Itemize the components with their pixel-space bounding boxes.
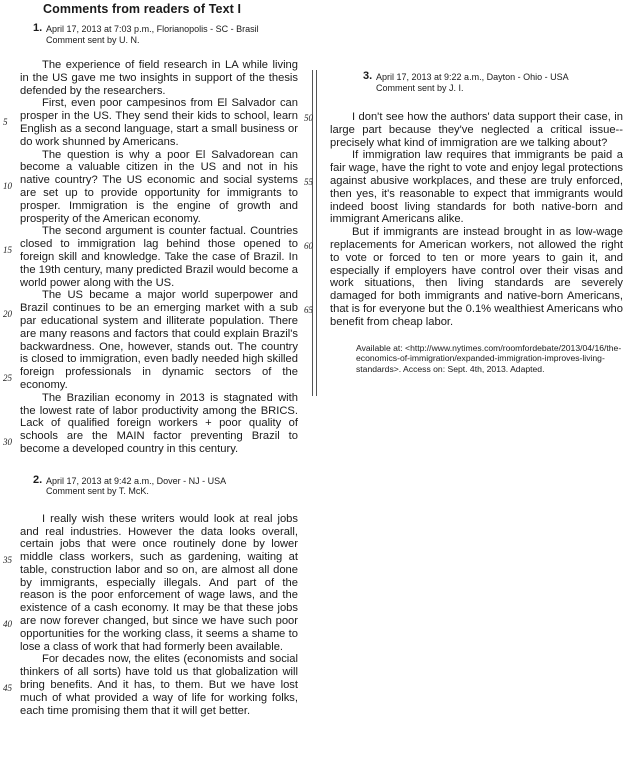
paragraph: I really wish these writers would look at real jobs and real industries. However the data looks overall, certain jobs that were once routinely done by lower middle class workers, such as gardening, waiting at table, construction labor and so on, are almost all done by immigrants, especially illegals. And part of the reason is the poor enforcement of wage laws, and the existence of a cash economy. It may be that these jobs are now forever changed, but since we have such poor opportunities for the working class, it seems a shame to lose a class of work that had formerly been available. xyxy=(20,512,298,653)
comment-number: 3. xyxy=(363,70,373,82)
comment-author: Comment sent by T. McK. xyxy=(46,486,149,497)
paragraph: The US became a major world superpower and Brazil continues to be an emerging market with a sub par educational system and illiterate population. There are many reasons and factors that could explain Brazil's backwardness. One, however, stands out. The country is closed to immigration, even badly needed high skilled foreign professionals in dynamic sectors of the economy. xyxy=(20,289,298,391)
paragraph: I don't see how the authors' data support their case, in large part because they've neglected a critical issue-- precisely what kind of immigration are we talking about? xyxy=(330,111,623,149)
line-number: 10 xyxy=(3,181,12,191)
comment-meta: April 17, 2013 at 9:42 a.m., Dover - NJ - USA xyxy=(46,475,227,486)
line-number: 45 xyxy=(3,682,12,693)
paragraph: The question is why a poor El Salvadorean can become a valuable citizen in the US and not in his native country? The US economic and social systems are set up to provide opportunity for immigrants to prosper. Immigration is the engine of growth and prosperity of the American economy. xyxy=(20,148,298,225)
paragraph: The Brazilian economy in 2013 is stagnated with the lowest rate of labor productivity among the BRICS. Lack of qualified foreign workers + poor quality of schools are the MAIN factor preventing Brazil to become a developed country in this century. xyxy=(20,391,298,455)
source-citation: Available at: <http://www.nytimes.com/roomfordebate/2013/04/16/the-economics-of-immigration/expanded-immigration-improves-living-standards>. Access on: Sept. 4th, 2013. Adapted. xyxy=(356,342,622,374)
line-number: 35 xyxy=(3,554,12,565)
paragraph: First, even poor campesinos from El Salvador can prosper in the US. They send their kids to school, learn English as a second language, start a small business or do work shunned by Americans. xyxy=(20,97,298,148)
page-title: Comments from readers of Text I xyxy=(43,2,242,16)
right-column xyxy=(304,70,623,374)
line-number: 20 xyxy=(3,309,12,319)
comment-number: 2. xyxy=(33,473,43,486)
left-column xyxy=(3,22,298,717)
comment-1-header xyxy=(33,22,298,45)
line-number: 65 xyxy=(304,305,313,315)
line-number: 55 xyxy=(304,177,313,187)
paragraph: For decades now, the elites (economists and social thinkers of all sorts) have told us that globalization will bring benefits. And it has, to them. But we have lost much of what provided a way of life for working folks, each time promising them that it will get better. xyxy=(20,653,298,717)
line-number: 5 xyxy=(3,117,8,127)
line-number: 30 xyxy=(3,437,12,447)
comment-meta: April 17, 2013 at 9:22 a.m., Dayton - Ohio - USA xyxy=(376,72,569,82)
comment-author: Comment sent by J. I. xyxy=(376,82,464,93)
paragraph: The experience of field research in LA while living in the US gave me two insights in support of the thesis defended by the researchers. xyxy=(20,59,298,97)
paragraph: If immigration law requires that immigrants be paid a fair wage, have the right to vote and enjoy legal protections against abusive workplaces, and these are truly enforced, then yes, it's reasonable to expect that immigrants would indeed boost living standards for both native-born and immigrant Americans alike. xyxy=(330,149,623,226)
comment-meta: April 17, 2013 at 7:03 p.m., Florianopolis - SC - Brasil xyxy=(46,24,259,34)
line-number: 40 xyxy=(3,618,12,629)
line-number: 60 xyxy=(304,241,313,251)
line-number: 50 xyxy=(304,113,313,123)
comment-3-body xyxy=(304,111,623,329)
paragraph: But if immigrants are instead brought in as low-wage replacements for American workers, not allowed the right to vote or forced to ten or more years to gain it, and especially if employers have control over their visas and work situations, then living standards are severely damaged for both immigrants and native-born Americans, that is for everyone but the 0.1% wealthiest Americans who benefit from cheap labor. xyxy=(330,226,623,328)
line-number: 25 xyxy=(3,373,12,383)
comment-1-body xyxy=(3,59,298,456)
comment-2-body xyxy=(3,512,298,718)
comment-author: Comment sent by U. N. xyxy=(46,34,140,45)
comment-2-header xyxy=(33,473,298,497)
comment-number: 1. xyxy=(33,22,43,34)
paragraph: The second argument is counter factual. Countries closed to immigration lag behind those opened to foreign skill and knowledge. Take the case of Brazil. In the 19th century, many predicted Brazil would become a world power along with the US. xyxy=(20,225,298,289)
line-number: 15 xyxy=(3,245,12,255)
comment-3-header xyxy=(363,70,623,93)
